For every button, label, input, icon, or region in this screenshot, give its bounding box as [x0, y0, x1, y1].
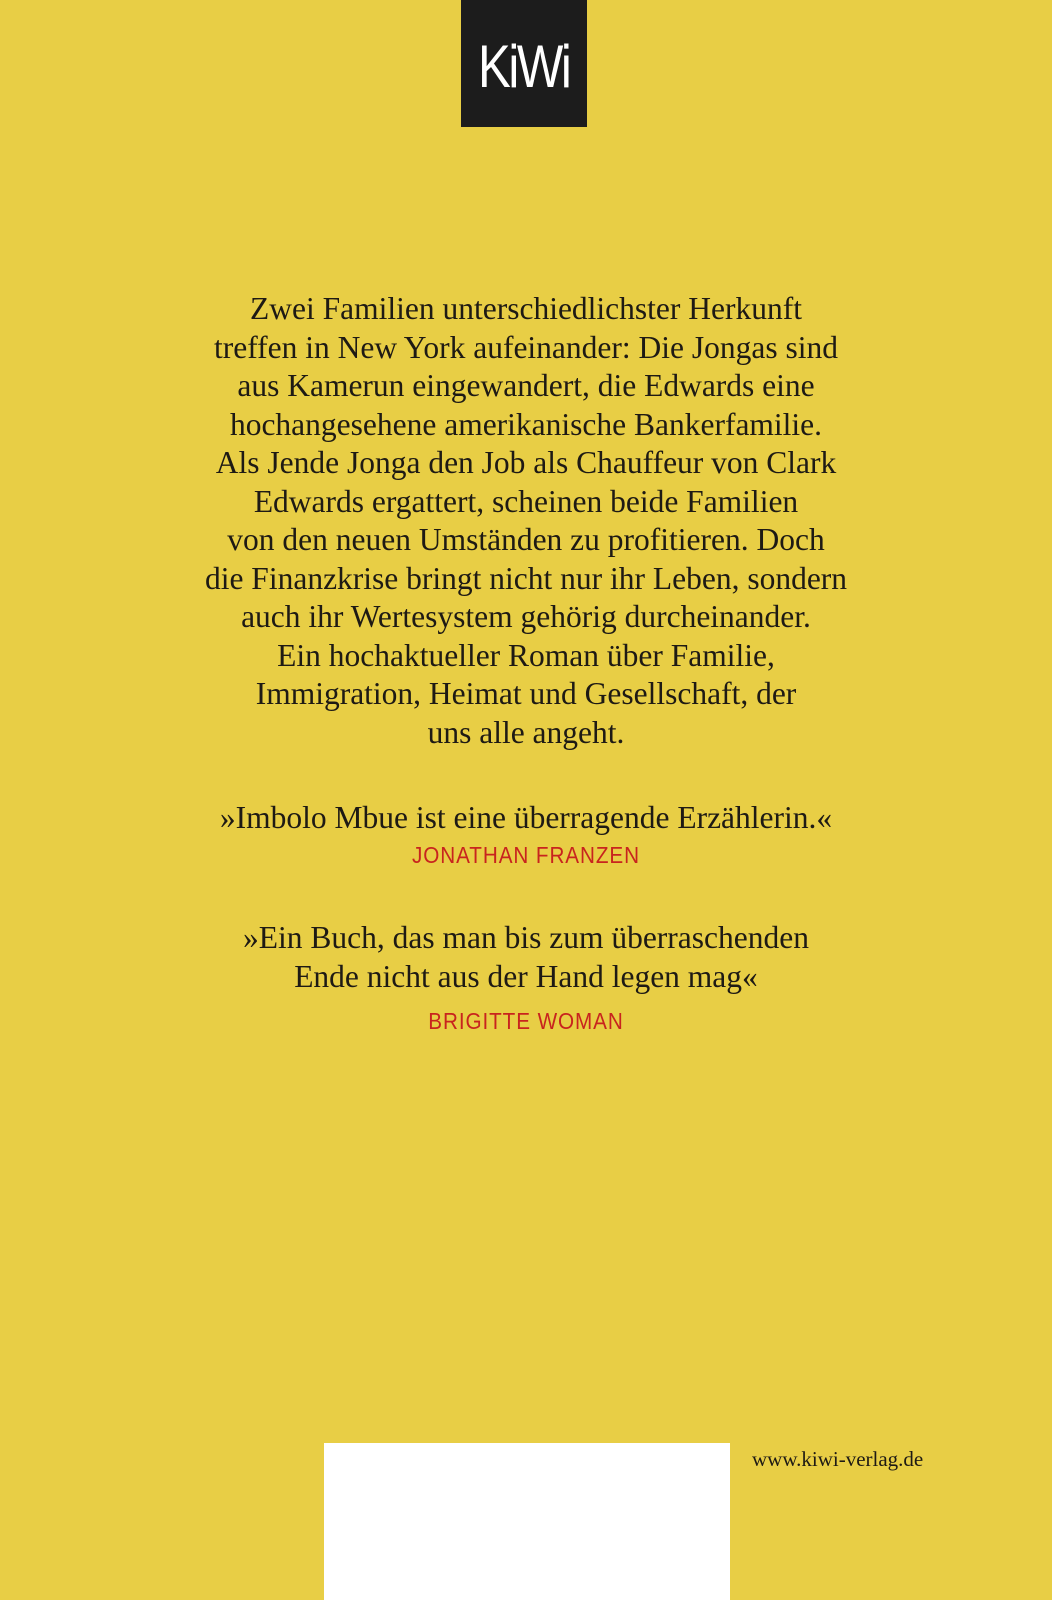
quote-line: »Imbolo Mbue ist eine überragende Erzählerin.« [219, 800, 833, 835]
quote-line: »Ein Buch, das man bis zum überraschenden [243, 920, 809, 955]
blurb-line: Als Jende Jonga den Job als Chauffeur von Clark [215, 445, 837, 480]
review-quote-brigitte [100, 919, 952, 996]
blurb-line: hochangesehene amerikanische Bankerfamilie. [229, 406, 823, 442]
blurb-line: Zwei Familien unterschiedlichster Herkunft [250, 291, 802, 326]
review-quote-franzen [100, 799, 952, 838]
publisher-website: www.kiwi-verlag.de [752, 1447, 924, 1471]
publisher-logo [461, 0, 587, 127]
blurb-line: uns alle angeht. [427, 714, 625, 750]
quote-attribution-franzen: JONATHAN FRANZEN [412, 842, 640, 868]
blurb-line: auch ihr Wertesystem gehörig durcheinander. [241, 599, 811, 634]
quote-line: Ende nicht aus der Hand legen mag« [294, 958, 758, 994]
blurb-line: aus Kamerun eingewandert, die Edwards eine [237, 368, 815, 403]
blurb-line: Immigration, Heimat und Gesellschaft, der [255, 676, 797, 711]
publisher-logo-text: KiWi [478, 32, 570, 100]
blurb-line: treffen in New York aufeinander: Die Jongas sind [213, 329, 839, 365]
barcode-area [324, 1443, 730, 1600]
blurb-line: die Finanzkrise bringt nicht nur ihr Leben, sondern [204, 560, 848, 596]
blurb-line: von den neuen Umständen zu profitieren. Doch [227, 522, 825, 557]
quote-attribution-brigitte: BRIGITTE WOMAN [428, 1008, 624, 1034]
blurb-line: Ein hochaktueller Roman über Familie, [277, 637, 775, 673]
book-blurb [100, 290, 952, 752]
blurb-line: Edwards ergattert, scheinen beide Familien [253, 483, 799, 519]
